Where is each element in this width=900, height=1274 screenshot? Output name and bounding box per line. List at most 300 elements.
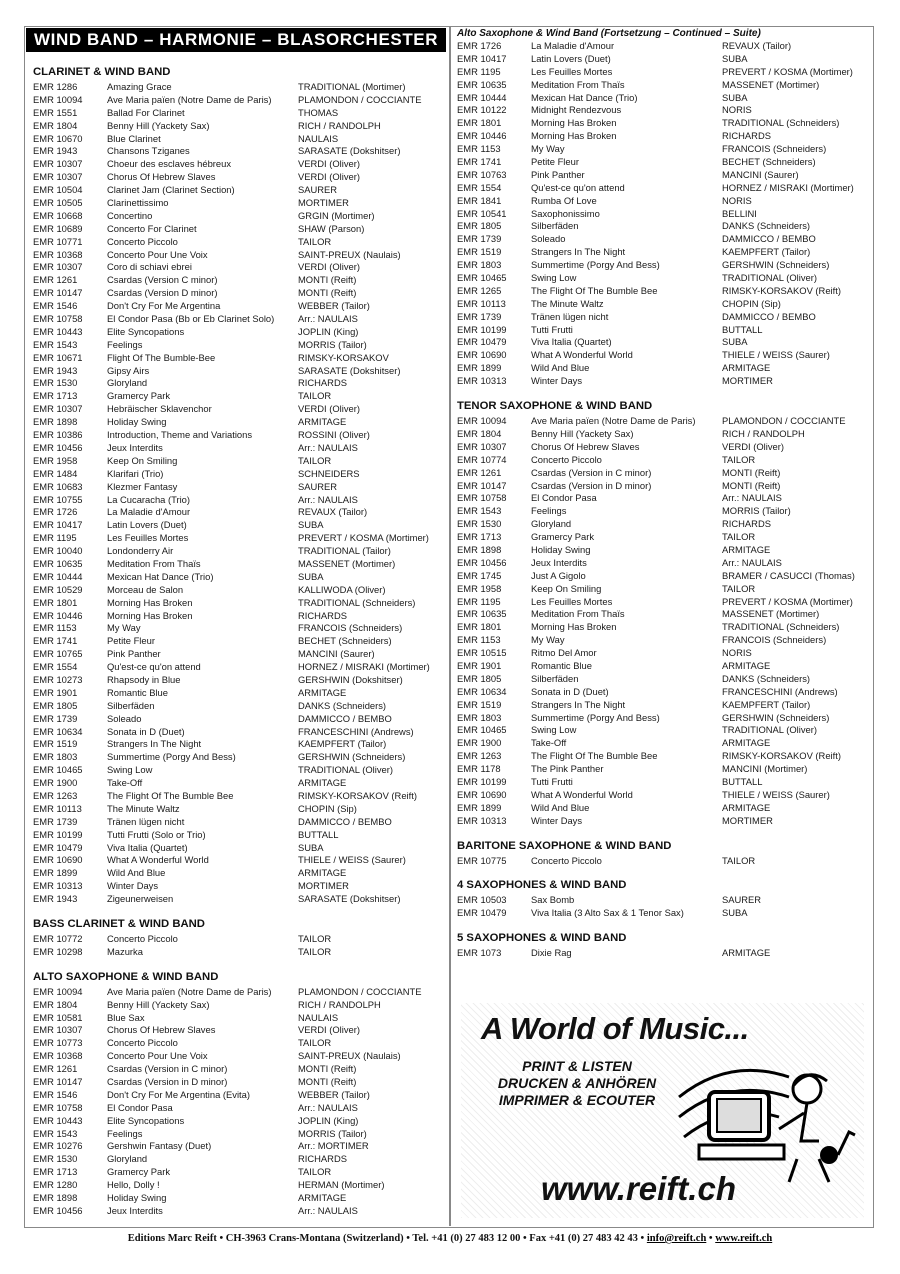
catalog-section	[33, 968, 445, 1218]
section-heading: 4 SAXOPHONES & WIND BAND	[457, 879, 627, 892]
catalog-code: EMR 1804	[457, 427, 502, 439]
catalog-code: EMR 10635	[457, 78, 507, 90]
catalog-row	[457, 169, 869, 182]
catalog-code: EMR 1958	[457, 582, 502, 594]
catalog-code: EMR 1739	[33, 815, 78, 827]
catalog-row	[33, 506, 445, 519]
catalog-title: Ritmo Del Amor	[531, 647, 597, 659]
catalog-title: Pink Panther	[531, 168, 585, 180]
catalog-code: EMR 10671	[33, 351, 83, 363]
catalog-title: Chorus Of Hebrew Slaves	[107, 171, 216, 183]
catalog-code: EMR 1261	[457, 466, 502, 478]
catalog-title: Blue Sax	[107, 1011, 145, 1023]
catalog-composer: TAILOR	[298, 390, 332, 402]
catalog-row	[457, 272, 869, 285]
catalog-code: EMR 10307	[33, 158, 83, 170]
catalog-code: EMR 10689	[33, 222, 83, 234]
catalog-row	[33, 1140, 445, 1153]
catalog-row	[33, 999, 445, 1012]
catalog-row	[33, 313, 445, 326]
catalog-row	[33, 854, 445, 867]
catalog-row	[457, 467, 869, 480]
catalog-code: EMR 1546	[33, 1088, 78, 1100]
catalog-row	[457, 789, 869, 802]
catalog-row	[33, 700, 445, 713]
catalog-composer: SUBA	[298, 841, 324, 853]
catalog-composer: HORNEZ / MISRAKI (Mortimer)	[298, 661, 430, 673]
catalog-composer: SUBA	[722, 907, 748, 919]
catalog-composer: PLAMONDON / COCCIANTE	[298, 93, 422, 105]
catalog-title: The Flight Of The Bumble Bee	[531, 750, 658, 762]
catalog-code: EMR 10515	[457, 647, 507, 659]
catalog-title: Silberfäden	[531, 220, 579, 232]
catalog-row	[33, 184, 445, 197]
catalog-title: Elite Syncopations	[107, 1114, 185, 1126]
catalog-code: EMR 10307	[33, 261, 83, 273]
catalog-title: Meditation From Thaïs	[531, 78, 625, 90]
catalog-title: Mexican Hat Dance (Trio)	[107, 570, 214, 582]
catalog-code: EMR 1801	[33, 596, 78, 608]
catalog-composer: SARASATE (Dokshitser)	[298, 893, 401, 905]
catalog-title: Pink Panther	[107, 648, 161, 660]
footer-website-link[interactable]: www.reift.ch	[715, 1233, 773, 1244]
catalog-title: Feelings	[531, 505, 567, 517]
catalog-composer: PREVERT / KOSMA (Mortimer)	[298, 532, 429, 544]
catalog-row	[33, 867, 445, 880]
catalog-title: Gramercy Park	[107, 1166, 171, 1178]
catalog-composer: TRADITIONAL (Oliver)	[298, 764, 393, 776]
catalog-title: Benny Hill (Yackety Sax)	[107, 119, 210, 131]
musician-at-computer-icon	[669, 1037, 861, 1187]
catalog-composer: VERDI (Oliver)	[298, 158, 360, 170]
catalog-title: Klezmer Fantasy	[107, 480, 178, 492]
catalog-composer: GERSHWIN (Schneiders)	[298, 751, 406, 763]
catalog-composer: RIMSKY-KORSAKOV (Reift)	[298, 789, 417, 801]
catalog-title: Benny Hill (Yackety Sax)	[531, 427, 634, 439]
catalog-composer: RICH / RANDOLPH	[298, 119, 381, 131]
catalog-code: EMR 1801	[457, 117, 502, 129]
catalog-title: Take-Off	[107, 777, 143, 789]
catalog-code: EMR 10417	[33, 519, 83, 531]
catalog-title: Sonata in D (Duet)	[107, 725, 185, 737]
catalog-code: EMR 10276	[33, 1140, 83, 1152]
catalog-code: EMR 10313	[33, 880, 83, 892]
catalog-composer: RICHARDS	[722, 518, 771, 530]
catalog-title: Coro di schiavi ebrei	[107, 261, 192, 273]
catalog-composer: VERDI (Oliver)	[298, 1024, 360, 1036]
catalog-composer: ARMITAGE	[298, 777, 347, 789]
catalog-composer: ARMITAGE	[722, 659, 771, 671]
catalog-title: The Minute Waltz	[531, 297, 604, 309]
catalog-row	[33, 223, 445, 236]
catalog-title: Concerto Pour Une Voix	[107, 248, 208, 260]
catalog-title: Tutti Frutti	[531, 323, 573, 335]
catalog-title: Concerto Piccolo	[107, 235, 178, 247]
catalog-composer: MONTI (Reift)	[298, 1063, 357, 1075]
catalog-composer: DANKS (Schneiders)	[298, 699, 387, 711]
catalog-code: EMR 1195	[457, 595, 501, 607]
catalog-code: EMR 1805	[457, 672, 502, 684]
catalog-composer: VERDI (Oliver)	[298, 171, 360, 183]
footer-separator: •	[706, 1233, 716, 1244]
catalog-code: EMR 1153	[457, 143, 501, 155]
catalog-code: EMR 10443	[33, 1114, 83, 1126]
page-banner: WIND BAND – HARMONIE – BLASORCHESTER	[26, 28, 446, 52]
catalog-code: EMR 1286	[33, 81, 78, 92]
catalog-composer: TAILOR	[298, 933, 332, 944]
catalog-title: Strangers In The Night	[531, 246, 626, 258]
ad-website[interactable]: www.reift.ch	[541, 1170, 736, 1207]
catalog-code: EMR 1958	[33, 454, 78, 466]
right-sections	[457, 397, 869, 960]
catalog-title: Viva Italia (3 Alto Sax & 1 Tenor Sax)	[531, 907, 684, 919]
catalog-composer: NORIS	[722, 104, 752, 116]
catalog-code: EMR 10634	[457, 685, 507, 697]
catalog-code: EMR 1804	[33, 998, 78, 1010]
catalog-code: EMR 1898	[33, 1192, 78, 1204]
catalog-title: Mazurka	[107, 945, 143, 957]
catalog-composer: RICHARDS	[298, 609, 347, 621]
catalog-code: EMR 1484	[33, 467, 78, 479]
catalog-title: Flight Of The Bumble-Bee	[107, 351, 216, 363]
catalog-title: Keep On Smiling	[107, 454, 178, 466]
catalog-composer: MONTI (Reift)	[298, 287, 357, 299]
catalog-composer: MORTIMER	[722, 814, 773, 826]
catalog-code: EMR 1543	[33, 338, 78, 350]
catalog-title: Swing Low	[531, 272, 577, 284]
catalog-title: Csardas (Version in D minor)	[107, 1076, 228, 1088]
catalog-code: EMR 1519	[457, 698, 502, 710]
catalog-row	[33, 197, 445, 210]
catalog-composer: MANCINI (Saurer)	[722, 168, 799, 180]
catalog-title: Strangers In The Night	[531, 698, 626, 710]
catalog-row	[33, 300, 445, 313]
catalog-row	[457, 298, 869, 311]
catalog-title: Morning Has Broken	[531, 621, 617, 633]
catalog-composer: ROSSINI (Oliver)	[298, 429, 370, 441]
catalog-title: Gloryland	[107, 377, 148, 389]
catalog-composer: SUBA	[722, 52, 748, 64]
catalog-row	[33, 519, 445, 532]
catalog-composer: ARMITAGE	[298, 416, 347, 428]
catalog-title: Tränen lügen nicht	[107, 815, 185, 827]
catalog-code: EMR 1898	[33, 416, 78, 428]
catalog-code: EMR 10446	[457, 130, 507, 142]
catalog-title: Les Feuilles Mortes	[531, 65, 613, 77]
catalog-composer: KAEMPFERT (Tailor)	[722, 246, 811, 258]
catalog-code: EMR 10040	[33, 545, 83, 557]
catalog-title: My Way	[107, 622, 141, 634]
catalog-row	[457, 647, 869, 660]
catalog-composer: RICHARDS	[298, 1153, 347, 1165]
catalog-row	[33, 133, 445, 146]
catalog-composer: ARMITAGE	[722, 947, 771, 959]
catalog-code: EMR 1801	[457, 621, 502, 633]
catalog-code: EMR 10313	[457, 375, 507, 387]
catalog-code: EMR 1726	[457, 40, 502, 51]
catalog-code: EMR 1530	[33, 377, 78, 389]
catalog-code: EMR 1901	[457, 659, 502, 671]
catalog-code: EMR 10503	[457, 894, 507, 906]
catalog-row	[33, 661, 445, 674]
catalog-composer: TAILOR	[722, 582, 756, 594]
catalog-code: EMR 10690	[457, 788, 507, 800]
catalog-row	[457, 699, 869, 712]
footer-email-link[interactable]: info@reift.ch	[646, 1233, 707, 1244]
catalog-row	[33, 429, 445, 442]
catalog-title: El Condor Pasa	[531, 492, 597, 504]
catalog-code: EMR 1551	[33, 106, 78, 118]
catalog-code: EMR 10479	[33, 841, 83, 853]
ad-line-print: PRINT & LISTEN	[522, 1058, 632, 1074]
catalog-title: Gloryland	[531, 518, 572, 530]
catalog-row	[33, 236, 445, 249]
catalog-code: EMR 10307	[457, 440, 507, 452]
catalog-composer: MORRIS (Tailor)	[298, 1127, 367, 1139]
catalog-row	[33, 145, 445, 158]
catalog-code: EMR 10113	[33, 802, 82, 814]
catalog-title: Winter Days	[531, 375, 583, 387]
catalog-code: EMR 10199	[457, 323, 507, 335]
catalog-code: EMR 1803	[457, 711, 502, 723]
catalog-row	[33, 842, 445, 855]
catalog-composer: FRANCESCHINI (Andrews)	[722, 685, 838, 697]
catalog-composer: THOMAS	[298, 106, 339, 118]
catalog-composer: NAULAIS	[298, 1011, 339, 1023]
catalog-row	[457, 583, 869, 596]
catalog-title: Summertime (Porgy And Bess)	[531, 711, 660, 723]
catalog-code: EMR 1804	[33, 119, 78, 131]
catalog-title: Rumba Of Love	[531, 194, 597, 206]
catalog-code: EMR 10199	[457, 775, 507, 787]
catalog-row	[457, 492, 869, 505]
catalog-composer: TRADITIONAL (Oliver)	[722, 272, 817, 284]
catalog-composer: DANKS (Schneiders)	[722, 672, 811, 684]
catalog-code: EMR 10199	[33, 828, 83, 840]
catalog-title: What A Wonderful World	[531, 788, 633, 800]
catalog-row	[33, 880, 445, 893]
catalog-composer: DAMMICCO / BEMBO	[298, 815, 392, 827]
catalog-title: Choeur des esclaves hébreux	[107, 158, 232, 170]
catalog-code: EMR 10456	[457, 556, 507, 568]
catalog-section	[457, 837, 869, 868]
catalog-row	[457, 349, 869, 362]
catalog-title: What A Wonderful World	[107, 854, 209, 866]
catalog-title: Strangers In The Night	[107, 738, 202, 750]
catalog-title: Saxophonissimo	[531, 207, 600, 219]
catalog-row	[33, 377, 445, 390]
catalog-title: Winter Days	[107, 880, 159, 892]
catalog-code: EMR 1943	[33, 145, 78, 157]
catalog-code: EMR 10386	[33, 429, 83, 441]
catalog-composer: GRGIN (Mortimer)	[298, 209, 375, 221]
catalog-composer: Arr.: NAULAIS	[298, 313, 358, 325]
catalog-row	[457, 947, 869, 960]
catalog-composer: HORNEZ / MISRAKI (Mortimer)	[722, 181, 854, 193]
catalog-row	[33, 1205, 445, 1218]
catalog-row	[457, 117, 869, 130]
catalog-composer: Arr.: NAULAIS	[722, 492, 782, 504]
catalog-composer: KAEMPFERT (Tailor)	[722, 698, 811, 710]
catalog-title: Concerto Piccolo	[107, 933, 178, 944]
catalog-code: EMR 10772	[33, 933, 83, 944]
catalog-composer: THIELE / WEISS (Saurer)	[722, 788, 830, 800]
catalog-code: EMR 10479	[457, 907, 507, 919]
catalog-composer: VERDI (Oliver)	[298, 261, 360, 273]
catalog-composer: BUTTALL	[722, 323, 763, 335]
catalog-row	[33, 403, 445, 416]
catalog-title: Introduction, Theme and Variations	[107, 429, 253, 441]
catalog-title: Holiday Swing	[107, 1192, 167, 1204]
catalog-composer: Arr.: NAULAIS	[298, 1204, 358, 1216]
catalog-code: EMR 1803	[33, 751, 78, 763]
catalog-code: EMR 1261	[33, 274, 78, 286]
catalog-composer: MANCINI (Saurer)	[298, 648, 375, 660]
catalog-composer: MASSENET (Mortimer)	[722, 78, 820, 90]
catalog-title: Viva Italia (Quartet)	[107, 841, 188, 853]
catalog-row	[33, 597, 445, 610]
catalog-code: EMR 10634	[33, 725, 83, 737]
catalog-row	[457, 324, 869, 337]
catalog-row	[457, 92, 869, 105]
catalog-title: Just A Gigolo	[531, 569, 586, 581]
catalog-title: Morning Has Broken	[531, 130, 617, 142]
catalog-composer: CHOPIN (Sip)	[298, 802, 357, 814]
catalog-row	[33, 1012, 445, 1025]
catalog-title: Sax Bomb	[531, 894, 575, 906]
catalog-composer: TRADITIONAL (Mortimer)	[298, 81, 406, 92]
catalog-row	[33, 481, 445, 494]
catalog-title: Hebräischer Sklavenchor	[107, 403, 212, 415]
catalog-composer: BUTTALL	[722, 775, 763, 787]
catalog-row	[33, 648, 445, 661]
catalog-composer: MORTIMER	[722, 375, 773, 387]
catalog-code: EMR 10456	[33, 1204, 83, 1216]
catalog-code: EMR 10417	[457, 52, 507, 64]
catalog-row	[33, 622, 445, 635]
catalog-row	[457, 894, 869, 907]
catalog-composer: WEBBER (Tailor)	[298, 300, 370, 312]
catalog-code: EMR 1519	[33, 738, 78, 750]
catalog-title: Ave Maria païen (Notre Dame de Paris)	[107, 985, 272, 997]
catalog-title: Ave Maria païen (Notre Dame de Paris)	[531, 415, 696, 427]
catalog-code: EMR 1073	[457, 947, 502, 959]
catalog-title: Csardas (Version C minor)	[107, 274, 218, 286]
catalog-row	[457, 311, 869, 324]
catalog-title: La Maladie d'Amour	[107, 506, 191, 518]
catalog-composer: TAILOR	[298, 454, 332, 466]
catalog-title: Les Feuilles Mortes	[531, 595, 613, 607]
catalog-title: Romantic Blue	[107, 686, 168, 698]
catalog-code: EMR 10635	[457, 608, 507, 620]
catalog-title: Morning Has Broken	[107, 596, 193, 608]
catalog-title: La Cucaracha (Trio)	[107, 493, 191, 505]
catalog-row	[33, 803, 445, 816]
catalog-row	[457, 362, 869, 375]
catalog-section	[457, 929, 869, 960]
catalog-title: Benny Hill (Yackety Sax)	[107, 998, 210, 1010]
catalog-composer: MANCINI (Mortimer)	[722, 763, 808, 775]
catalog-row	[457, 40, 869, 53]
catalog-title: Meditation From Thaïs	[531, 608, 625, 620]
catalog-row	[457, 79, 869, 92]
catalog-title: Viva Italia (Quartet)	[531, 336, 612, 348]
catalog-code: EMR 10094	[33, 985, 83, 997]
catalog-title: Chansons Tziganes	[107, 145, 190, 157]
catalog-code: EMR 10581	[33, 1011, 83, 1023]
catalog-title: Jeux Interdits	[531, 556, 587, 568]
catalog-row	[457, 660, 869, 673]
catalog-row	[33, 764, 445, 777]
catalog-composer: JOPLIN (King)	[298, 1114, 359, 1126]
catalog-title: Amazing Grace	[107, 81, 172, 92]
catalog-code: EMR 10541	[457, 207, 507, 219]
catalog-row	[457, 712, 869, 725]
catalog-composer: ARMITAGE	[298, 867, 347, 879]
catalog-code: EMR 1713	[457, 531, 502, 543]
catalog-code: EMR 10755	[33, 493, 83, 505]
catalog-title: Feelings	[107, 1127, 143, 1139]
catalog-code: EMR 10505	[33, 197, 83, 209]
catalog-row	[33, 829, 445, 842]
section-heading: 5 SAXOPHONES & WIND BAND	[457, 932, 627, 945]
catalog-composer: WEBBER (Tailor)	[298, 1088, 370, 1100]
catalog-row	[33, 120, 445, 133]
catalog-row	[457, 220, 869, 233]
catalog-title: Csardas (Version in C minor)	[531, 466, 652, 478]
catalog-composer: SAURER	[722, 894, 762, 906]
catalog-composer: TAILOR	[722, 854, 756, 866]
catalog-composer: VERDI (Oliver)	[298, 403, 360, 415]
catalog-composer: Arr.: MORTIMER	[298, 1140, 369, 1152]
catalog-code: EMR 1900	[457, 737, 502, 749]
catalog-code: EMR 1899	[457, 362, 502, 374]
catalog-code: EMR 10529	[33, 583, 83, 595]
catalog-section	[457, 876, 869, 920]
catalog-composer: MONTI (Reift)	[298, 274, 357, 286]
catalog-code: EMR 1741	[457, 156, 502, 168]
catalog-composer: TAILOR	[298, 1166, 332, 1178]
catalog-row	[33, 1102, 445, 1115]
advertisement[interactable]	[461, 1003, 864, 1218]
catalog-row	[33, 986, 445, 999]
catalog-composer: RIMSKY-KORSAKOV (Reift)	[722, 750, 841, 762]
section-heading: ALTO SAXOPHONE & WIND BAND	[33, 970, 219, 983]
catalog-row	[33, 1063, 445, 1076]
catalog-code: EMR 1153	[33, 622, 77, 634]
catalog-row	[457, 208, 869, 221]
catalog-row	[457, 415, 869, 428]
catalog-code: EMR 1841	[457, 194, 502, 206]
catalog-row	[33, 416, 445, 429]
catalog-composer: Arr.: NAULAIS	[722, 556, 782, 568]
catalog-composer: DANKS (Schneiders)	[722, 220, 811, 232]
catalog-composer: RICH / RANDOLPH	[298, 998, 381, 1010]
catalog-row	[457, 428, 869, 441]
catalog-title: Take-Off	[531, 737, 567, 749]
catalog-composer: NAULAIS	[298, 132, 339, 144]
catalog-title: Qu'est-ce qu'on attend	[531, 181, 625, 193]
catalog-composer: TRADITIONAL (Schneiders)	[298, 596, 416, 608]
catalog-code: EMR 10775	[457, 854, 507, 866]
catalog-composer: GERSHWIN (Schneiders)	[722, 259, 830, 271]
catalog-title: Don't Cry For Me Argentina	[107, 300, 221, 312]
section-heading: TENOR SAXOPHONE & WIND BAND	[457, 400, 653, 413]
catalog-title: Wild And Blue	[531, 362, 590, 374]
catalog-row	[457, 621, 869, 634]
catalog-row	[33, 494, 445, 507]
catalog-row	[33, 287, 445, 300]
